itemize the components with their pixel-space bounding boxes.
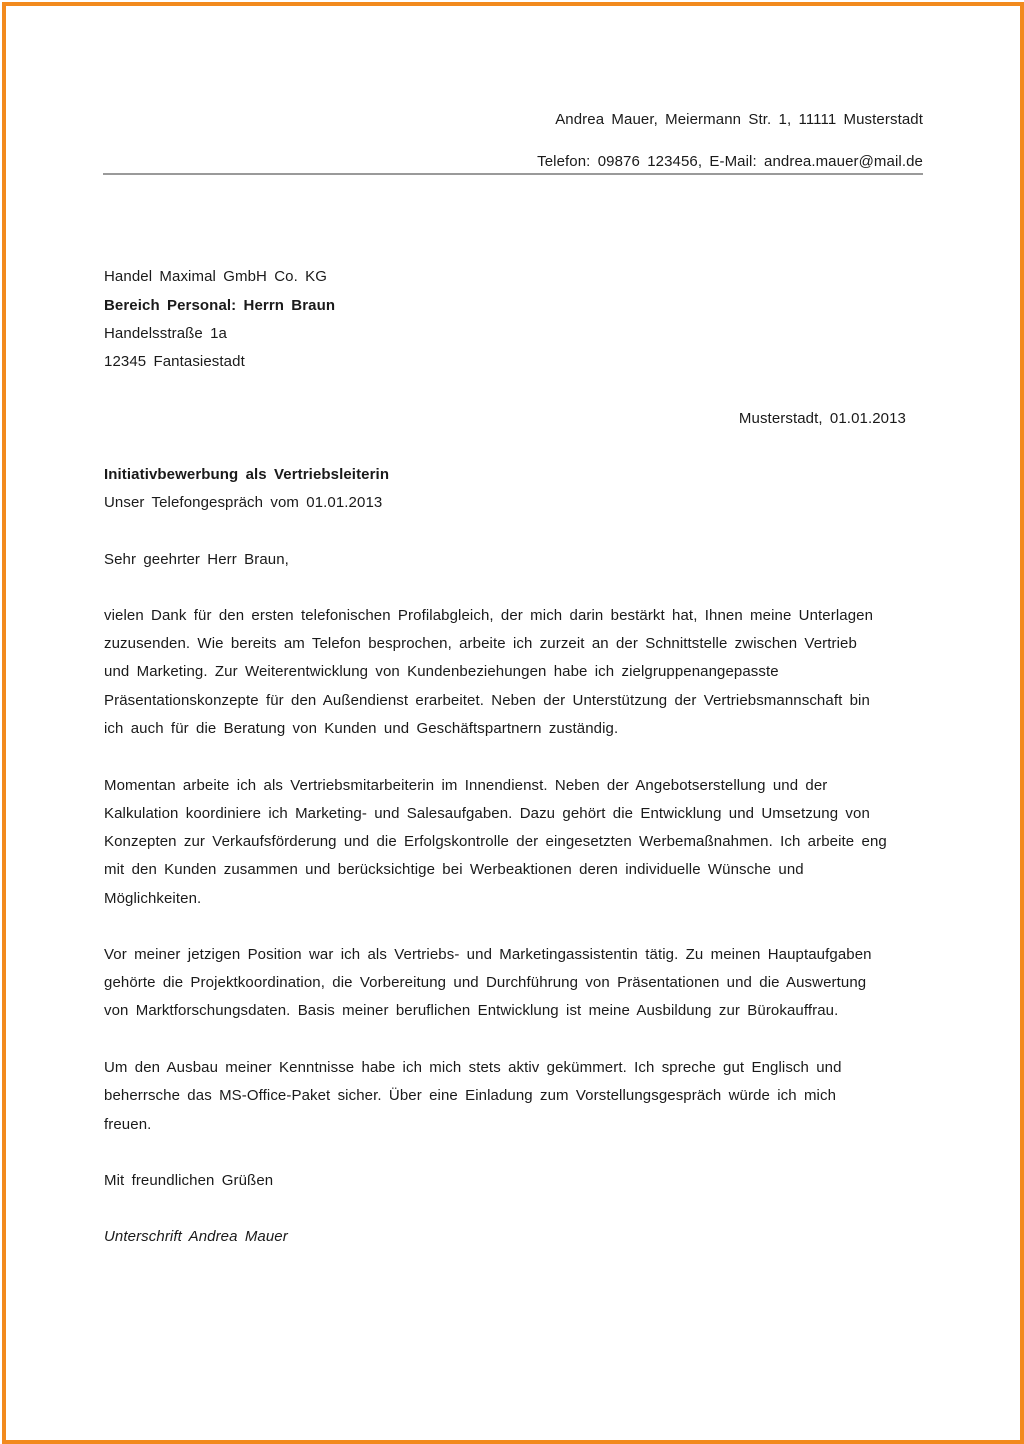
text-line: vielen Dank für den ersten telefonischen Profilabgleich, der mich darin bestärkt hat, Ihnen meine Unterlagen [104,607,874,624]
subject: Initiativbewerbung als Vertriebsleiterin [104,466,390,483]
sender-contact: Telefon: 09876 123456, E-Mail: andrea.mauer@mail.de [537,153,923,170]
recipient-street: Handelsstraße 1a [104,325,227,342]
text-line: Kalkulation koordiniere ich Marketing- und Salesaufgaben. Dazu gehört die Entwicklung und Umsetzung von [104,805,870,822]
text-line: beherrsche das MS-Office-Paket sicher. Über eine Einladung zum Vorstellungsgespräch würde ich mich [104,1087,837,1104]
text-line: Um den Ausbau meiner Kenntnisse habe ich mich stets aktiv gekümmert. Ich spreche gut Englisch und [104,1059,842,1076]
sender-address: Andrea Mauer, Meiermann Str. 1, 11111 Musterstadt [555,111,923,128]
text-line: freuen. [104,1116,152,1133]
text-line: Vor meiner jetzigen Position war ich als Vertriebs- und Marketingassistentin tätig. Zu meinen Hauptaufgaben [104,946,872,963]
text-line: Momentan arbeite ich als Vertriebsmitarbeiterin im Innendienst. Neben der Angebotserstellung und der [104,777,828,794]
text-line: gehörte die Projektkoordination, die Vorbereitung und Durchführung von Präsentationen und die Auswertung [104,974,867,991]
text-line: Präsentationskonzepte für den Außendienst erarbeitet. Neben der Unterstützung der Vertriebsmannschaft bin [104,692,870,709]
salutation: Sehr geehrter Herr Braun, [104,551,289,568]
date-line: Musterstadt, 01.01.2013 [738,410,906,427]
recipient-department: Bereich Personal: Herrn Braun [104,297,336,314]
text-line: Konzepten zur Verkaufsförderung und die Erfolgskontrolle der eingesetzten Werbemaßnahmen. Ich arbeite eng [104,833,887,850]
text-line: Möglichkeiten. [104,890,202,907]
text-line: von Marktforschungsdaten. Basis meiner beruflichen Entwicklung ist meine Ausbildung zur Bürokauffrau. [104,1002,839,1019]
text-line: zuzusenden. Wie bereits am Telefon besprochen, arbeite ich zurzeit an der Schnittstelle zwischen Vertrieb [104,635,857,652]
text-line: mit den Kunden zusammen und berücksichtige bei Werbeaktionen deren individuelle Wünsche und [104,861,804,878]
recipient-city: 12345 Fantasiestadt [104,353,245,370]
closing: Mit freundlichen Grüßen [104,1172,274,1189]
text-line: ich auch für die Beratung von Kunden und Geschäftspartnern zuständig. [104,720,619,737]
text-line: und Marketing. Zur Weiterentwicklung von Kundenbeziehungen habe ich zielgruppenangepasste [104,663,779,680]
header-divider [103,173,923,175]
reference: Unser Telefongespräch vom 01.01.2013 [104,494,383,511]
recipient-company: Handel Maximal GmbH Co. KG [104,268,327,285]
signature: Unterschrift Andrea Mauer [104,1228,288,1245]
